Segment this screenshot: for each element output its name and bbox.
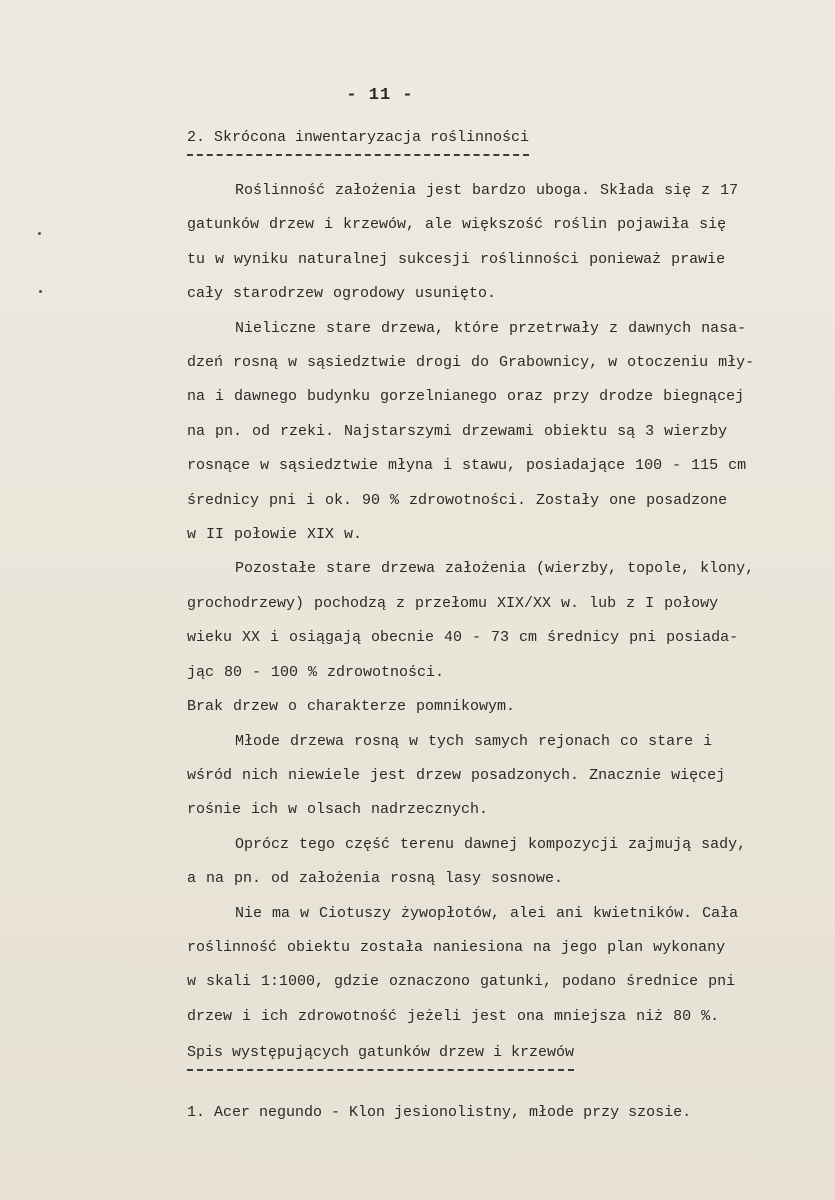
list-item: 1. Acer negundo - Klon jesionolistny, młode przy szosie. — [187, 1104, 692, 1122]
text-line: wśród nich niewiele jest drzew posadzonych. Znacznie więcej — [187, 766, 726, 784]
text-line: Brak drzew o charakterze pomnikowym. — [187, 698, 516, 716]
text-line: cały starodrzew ogrodowy usunięto. — [187, 285, 497, 303]
text-line: rosnące w sąsiedztwie młyna i stawu, posiadające 100 - 115 cm — [187, 457, 747, 475]
text-line: grochodrzewy) pochodzą z przełomu XIX/XX w. lub z I połowy — [187, 594, 719, 612]
text-line: Pozostałe stare drzewa założenia (wierzby, topole, klony, — [235, 560, 755, 578]
text-line: na i dawnego budynku gorzelnianego oraz przy drodze biegnącej — [187, 388, 745, 406]
species-list-heading: Spis występujących gatunków drzew i krzewów — [187, 1038, 574, 1071]
text-line: Nie ma w Ciotuszy żywopłotów, alei ani kwietników. Cała — [235, 904, 739, 922]
text-line: na pn. od rzeki. Najstarszymi drzewami obiektu są 3 wierzby — [187, 422, 728, 440]
text-line: w skali 1:1000, gdzie oznaczono gatunki, podano średnice pni — [187, 973, 736, 991]
paragraph — [187, 828, 812, 897]
paragraph — [187, 174, 812, 312]
text-line: jąc 80 - 100 % zdrowotności. — [187, 663, 445, 681]
species-list — [187, 1096, 812, 1130]
text-line: gatunków drzew i krzewów, ale większość roślin pojawiła się — [187, 216, 727, 234]
page-number: - 11 - — [346, 86, 414, 105]
text-line: Oprócz tego część terenu dawnej kompozycji zajmują sady, — [235, 835, 747, 853]
paragraph — [187, 725, 812, 828]
paragraph — [187, 312, 812, 553]
text-line: Roślinność założenia jest bardzo uboga. Składa się z 17 — [235, 182, 739, 199]
text-line: średnicy pni i ok. 90 % zdrowotności. Zostały one posadzone — [187, 491, 728, 509]
margin-mark — [39, 290, 42, 293]
text-line: w II połowie XIX w. — [187, 526, 363, 544]
text-line: wieku XX i osiągają obecnie 40 - 73 cm średnicy pni posiada- — [187, 629, 739, 647]
paragraph — [187, 690, 812, 724]
text-line: tu w wyniku naturalnej sukcesji roślinności ponieważ prawie — [187, 250, 726, 268]
document-body — [187, 124, 812, 1130]
text-line: dzeń rosną w sąsiedztwie drogi do Grabownicy, w otoczeniu mły- — [187, 354, 755, 372]
text-line: a na pn. od założenia rosną lasy sosnowe. — [187, 870, 564, 888]
text-line: drzew i ich zdrowotność jeżeli jest ona mniejsza niż 80 %. — [187, 1007, 720, 1025]
text-line: roślinność obiektu została naniesiona na jego plan wykonany — [187, 938, 726, 956]
text-line: Młode drzewa rosną w tych samych rejonach co stare i — [235, 732, 713, 750]
margin-mark — [38, 232, 41, 235]
text-line: Nieliczne stare drzewa, które przetrwały z dawnych nasa- — [235, 319, 747, 337]
paragraph-list — [187, 174, 812, 1034]
paragraph — [187, 897, 812, 1035]
paragraph — [187, 552, 812, 690]
text-line: rośnie ich w olsach nadrzecznych. — [187, 801, 489, 819]
section-heading: 2. Skrócona inwentaryzacja roślinności — [187, 124, 529, 156]
